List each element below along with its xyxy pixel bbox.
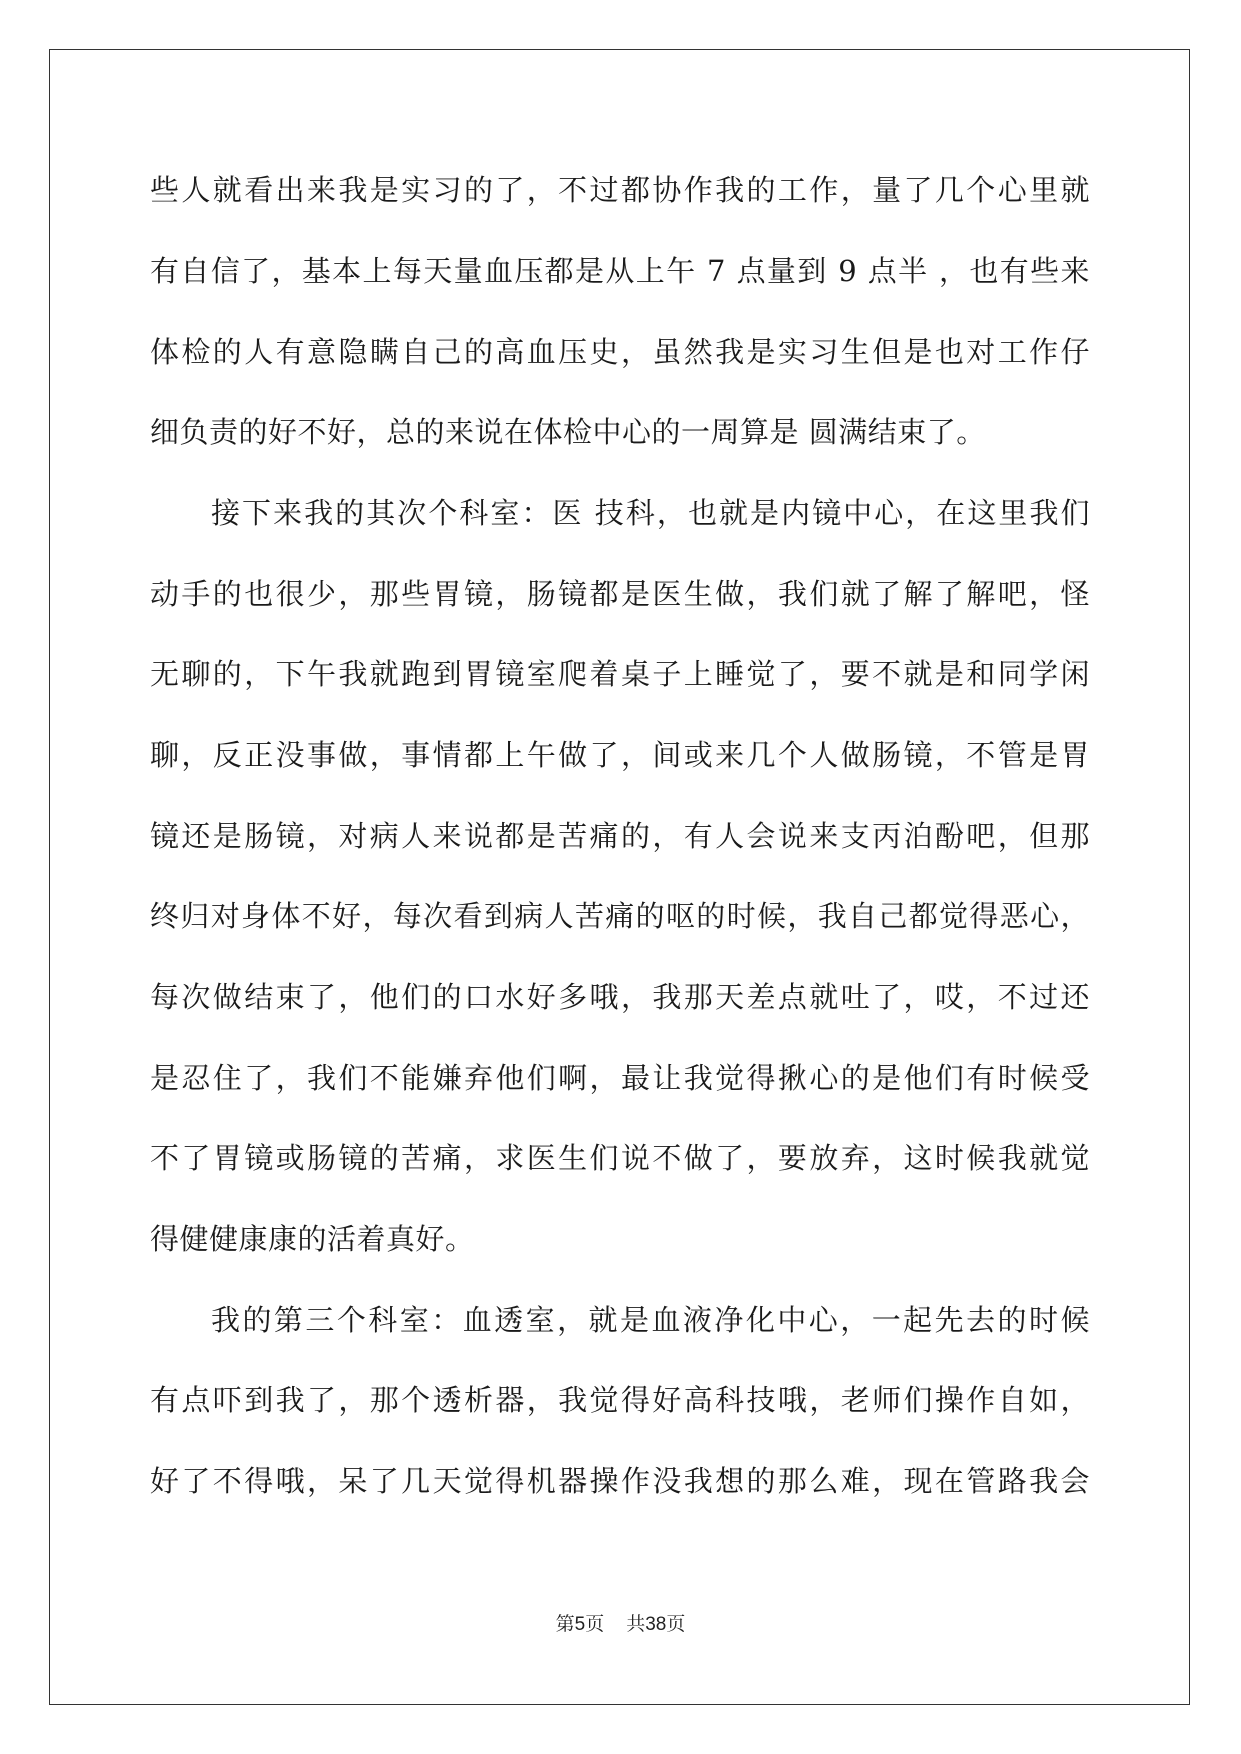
page-footer bbox=[0, 1612, 1241, 1637]
footer-total-prefix: 共 bbox=[626, 1613, 646, 1635]
text-line-2: 有自信了，基本上每天量血压都是从上午 7 点量到 9 点半 ，也有些来 bbox=[150, 254, 1090, 288]
text-line-15: 我的第三个科室：血透室，就是血液净化中心，一起先去的时候 bbox=[211, 1303, 1090, 1337]
text-line-1: 些人就看出来我是实习的了，不过都协作我的工作，量了几个心里就 bbox=[150, 173, 1090, 207]
text-line-4: 细负责的好不好，总的来说在体检中心的一周算是 圆满结束了。 bbox=[150, 415, 986, 449]
footer-total-suffix: 页 bbox=[666, 1613, 686, 1635]
footer-page-suffix: 页 bbox=[585, 1613, 605, 1635]
text-line-17: 好了不得哦，呆了几天觉得机器操作没我想的那么难，现在管路我会 bbox=[150, 1464, 1090, 1498]
text-line-8: 聊，反正没事做，事情都上午做了，间或来几个人做肠镜，不管是胃 bbox=[150, 738, 1090, 772]
text-line-6: 动手的也很少，那些胃镜，肠镜都是医生做，我们就了解了解吧，怪 bbox=[150, 577, 1090, 611]
text-line-11: 每次做结束了，他们的口水好多哦，我那天差点就吐了，哎，不过还 bbox=[150, 980, 1090, 1014]
text-line-12: 是忍住了，我们不能嫌弃他们啊，最让我觉得揪心的是他们有时候受 bbox=[150, 1061, 1090, 1095]
text-line-10: 终归对身体不好，每次看到病人苦痛的呕的时候，我自己都觉得恶心， bbox=[150, 899, 1090, 933]
text-line-16: 有点吓到我了，那个透析器，我觉得好高科技哦，老师们操作自如， bbox=[150, 1383, 1090, 1417]
text-line-14: 得健健康康的活着真好。 bbox=[150, 1222, 475, 1256]
footer-page-number: 5 bbox=[574, 1614, 586, 1635]
text-line-5: 接下来我的其次个科室：医 技科，也就是内镜中心，在这里我们 bbox=[211, 496, 1090, 530]
text-line-3: 体检的人有意隐瞒自己的高血压史，虽然我是实习生但是也对工作仔 bbox=[150, 335, 1090, 369]
footer-total-pages: 38 bbox=[645, 1614, 667, 1635]
footer-page-prefix: 第 bbox=[555, 1613, 575, 1635]
text-line-13: 不了胃镜或肠镜的苦痛，求医生们说不做了，要放弃，这时候我就觉 bbox=[150, 1141, 1090, 1175]
page-border bbox=[49, 49, 1190, 1705]
text-line-7: 无聊的，下午我就跑到胃镜室爬着桌子上睡觉了，要不就是和同学闲 bbox=[150, 657, 1090, 691]
text-line-9: 镜还是肠镜，对病人来说都是苦痛的，有人会说来支丙泊酚吧，但那 bbox=[150, 819, 1090, 853]
